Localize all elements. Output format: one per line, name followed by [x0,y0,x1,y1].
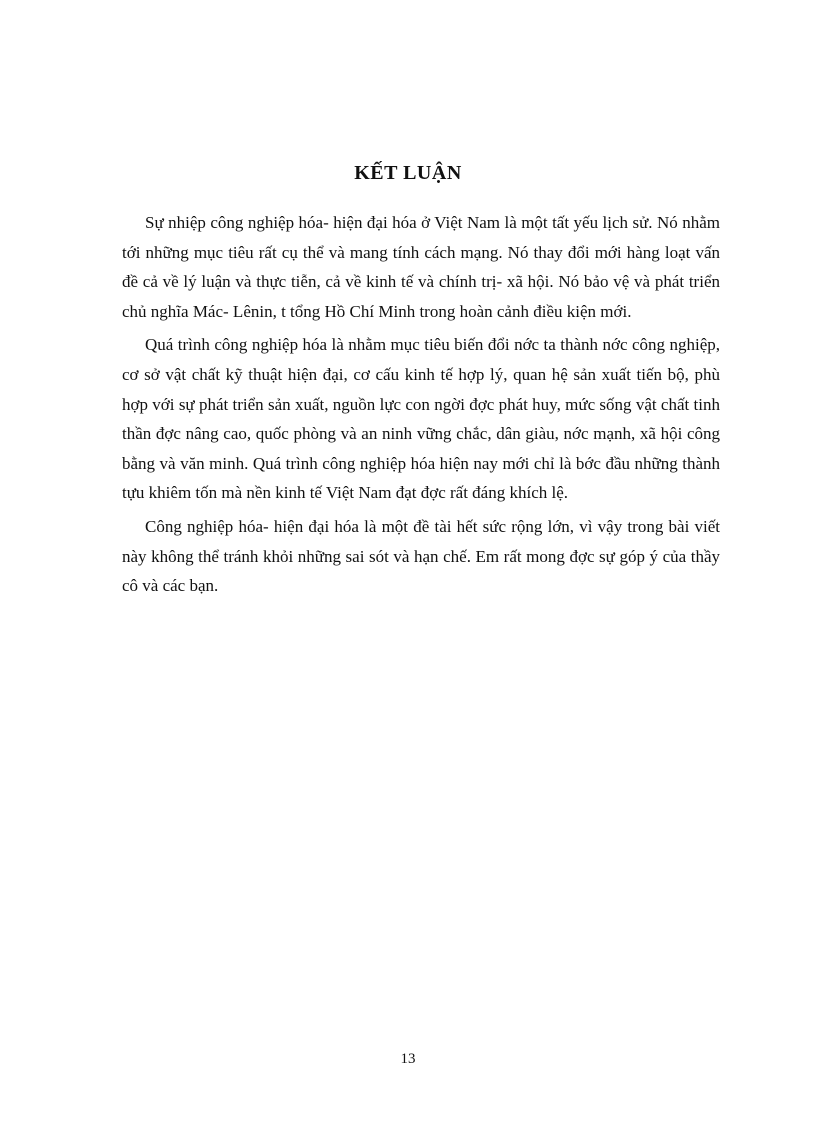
body-text [122,208,720,605]
page-title: KẾT LUẬN [354,162,462,184]
page-number: 13 [400,1051,416,1067]
paragraph-2: Quá trình công nghiệp hóa là nhằm mục tiêu biến đổi nớc ta thành nớc công nghiệp, cơ sở vật chất kỹ thuật hiện đại, cơ cấu kinh tế hợp lý, quan hệ sản xuất tiến bộ, phù hợp với sự phát triển sản xuất, nguồn lực con ngời đợc phát huy, mức sống vật chất tinh thần đợc nâng cao, quốc phòng và an ninh vững chắc, dân giàu, nớc mạnh, xã hội công bằng và văn minh. Quá trình công nghiệp hóa hiện nay mới chỉ là bớc đầu những thành tựu khiêm tốn mà nền kinh tế Việt Nam đạt đợc rất đáng khích lệ. [122,335,720,503]
paragraph-3: Công nghiệp hóa- hiện đại hóa là một đề tài hết sức rộng lớn, vì vậy trong bài viết này không thể tránh khỏi những sai sót và hạn chế. Em rất mong đợc sự góp ý của thầy cô và các bạn. [122,516,720,596]
paragraph-1: Sự nhiệp công nghiệp hóa- hiện đại hóa ở Việt Nam là một tất yếu lịch sử. Nó nhằm tới những mục tiêu rất cụ thể và mang tính cách mạng. Nó thay đổi mới hàng loạt vấn đề cả về lý luận và thực tiễn, cả về kinh tế và chính trị- xã hội. Nó bảo vệ và phát triển chủ nghĩa Mác- Lênin, t tổng Hồ Chí Minh trong hoàn cảnh điều kiện mới. [122,213,720,321]
